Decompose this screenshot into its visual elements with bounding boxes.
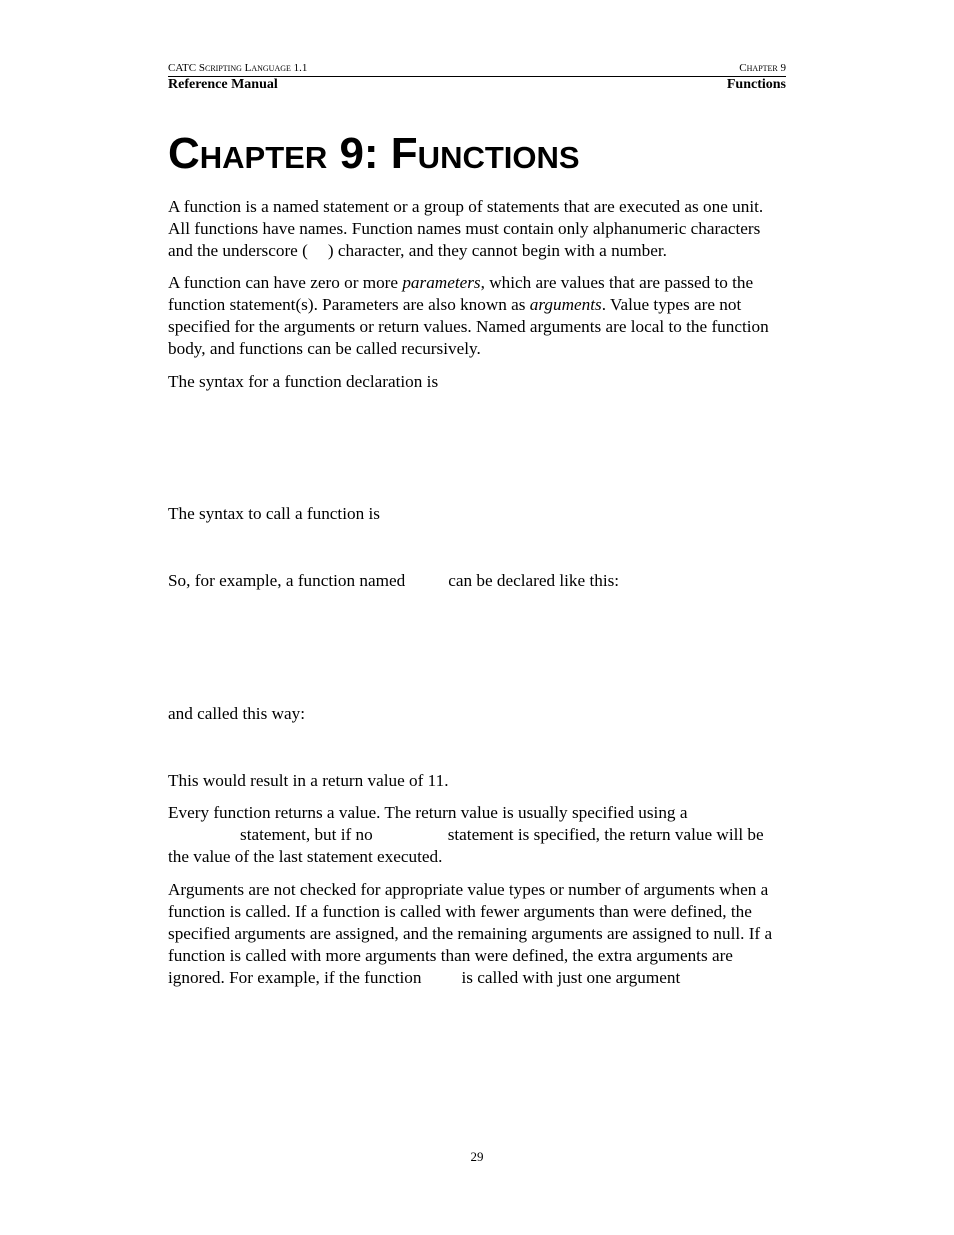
paragraph-parameters: A function can have zero or more parameters, which are values that are passed to the function statement(s). Parameters are also known as arguments. Value types are not specified for the arguments or return values. Named arguments are local to the function body, and functions can be called recursively. bbox=[168, 273, 769, 358]
document-page bbox=[168, 0, 786, 1235]
paragraph-argument-checking: Arguments are not checked for appropriate value types or number of arguments when a function is called. If a function is called with fewer arguments than were defined, the specified arguments are assigned, and the remaining arguments are assigned to null. If a function is called with more arguments than were defined, the extra arguments are ignored. For example, if the function is called with just one argument bbox=[168, 880, 773, 987]
manual-title: CATC Scripting Language 1.1 bbox=[168, 62, 308, 74]
section-label: Functions bbox=[726, 77, 786, 92]
paragraph-declaration-syntax: The syntax for a function declaration is bbox=[168, 372, 439, 391]
manual-subtitle: Reference Manual bbox=[168, 77, 278, 92]
chapter-label: Chapter 9 bbox=[739, 62, 786, 74]
chapter-title: Chapter 9: Functions bbox=[168, 129, 580, 178]
paragraph-function-definition: A function is a named statement or a group of statements that are executed as one unit. All functions have names. Function names must contain only alphanumeric characters and the underscore ( ) character, and they cannot begin with a number. bbox=[168, 197, 764, 260]
paragraph-call-syntax: The syntax to call a function is bbox=[168, 504, 380, 523]
paragraph-return-statement: Every function returns a value. The return value is usually specified using a statement, but if no statement is specified, the return value will be the value of the last statement executed. bbox=[168, 803, 764, 866]
paragraph-return-value: This would result in a return value of 11. bbox=[168, 771, 449, 790]
paragraph-example-call: and called this way: bbox=[168, 704, 305, 723]
paragraph-example-declaration: So, for example, a function named can be declared like this: bbox=[168, 571, 620, 590]
running-header bbox=[168, 61, 786, 93]
page-number: 29 bbox=[470, 1149, 484, 1164]
